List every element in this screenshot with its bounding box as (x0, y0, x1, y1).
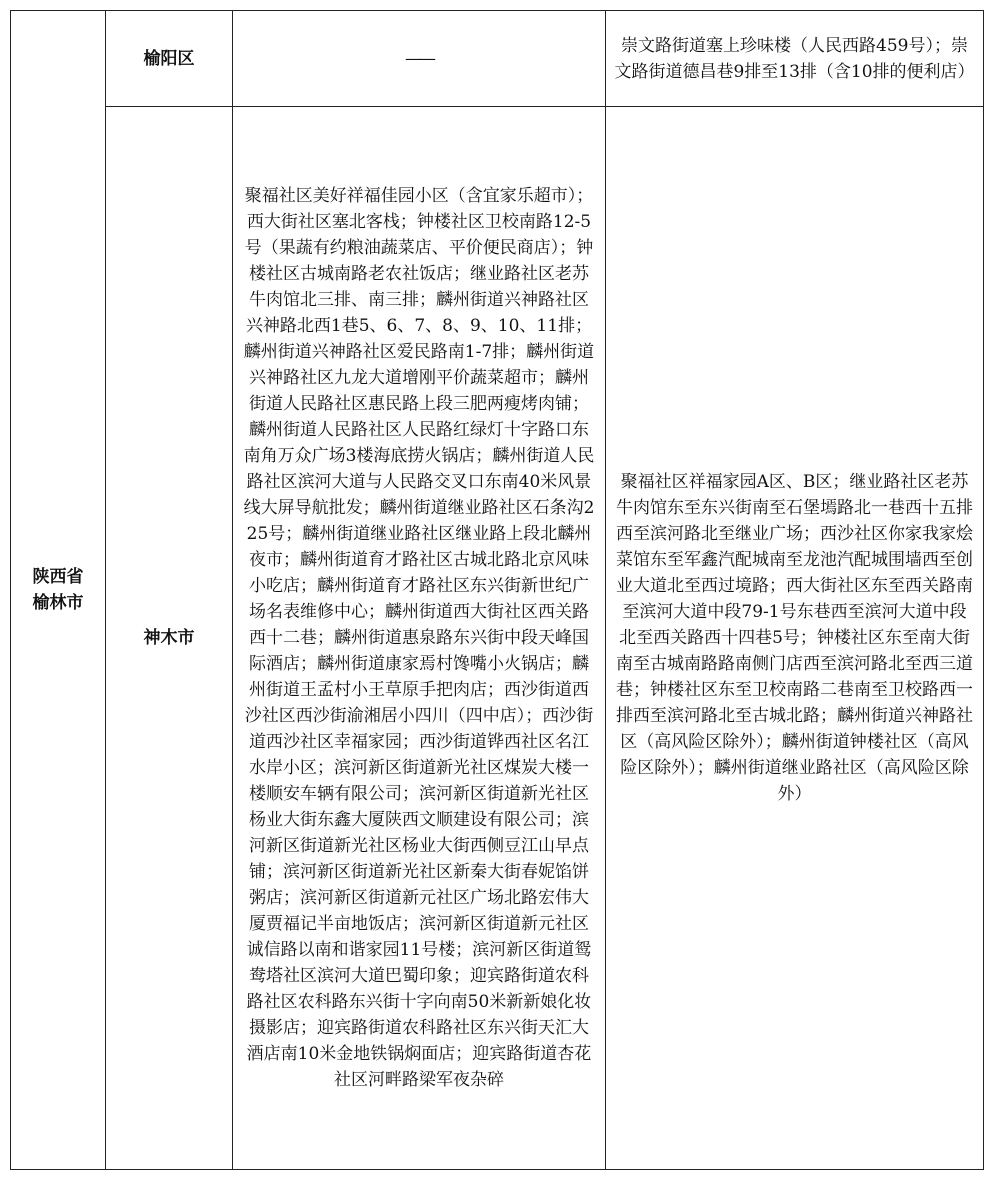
province-label: 陕西省 榆林市 (32, 567, 84, 613)
province-cell (11, 11, 106, 1170)
district-cell (106, 11, 233, 107)
district-label: 榆阳区 (143, 48, 195, 69)
high-risk-cell (233, 11, 606, 107)
medium-risk-cell (606, 11, 984, 107)
medium-risk-text: 聚福社区祥福家园A区、B区；继业路社区老苏牛肉馆东至东兴街南至石堡墕路北一巷西十五排西至滨河路北至继业广场；西沙社区你家我家烩菜馆东至军鑫汽配城南至龙池汽配城围墙西至创业大道北至西过境路；西大街社区东至西关路南至滨河大道中段79-1号东巷西至滨河大道中段北至西关路西十四巷5号；钟楼社区东至南大街南至古城南路路南侧门店西至滨河路北至西三道巷；钟楼社区东至卫校南路二巷南至卫校路西一排西至滨河路北至古城北路；麟州街道兴神路社区（高风险区除外）；麟州街道钟楼社区（高风险区除外）；麟州街道继业路社区（高风险区除外） (616, 472, 973, 804)
medium-risk-cell (606, 107, 984, 1170)
high-risk-text: —— (405, 48, 433, 69)
high-risk-text: 聚福社区美好祥福佳园小区（含宜家乐超市）；西大街社区塞北客栈；钟楼社区卫校南路12-5号（果蔬有约粮油蔬菜店、平价便民商店）；钟楼社区古城南路老农社饭店；继业路社区老苏牛肉馆北三排、南三排；麟州街道兴神路社区兴神路北西1巷5、6、7、8、9、10、11排；麟州街道兴神路社区爱民路南1-7排；麟州街道兴神路社区九龙大道增刚平价蔬菜超市；麟州街道人民路社区惠民路上段三肥两瘦烤肉铺；麟州街道人民路社区人民路红绿灯十字路口东南角万众广场3楼海底捞火锅店；麟州街道人民路社区滨河大道与人民路交叉口东南40米风景线大屏导航批发；麟州街道继业路社区石条沟225号；麟州街道继业路社区继业路上段北麟州夜市；麟州街道育才路社区古城北路北京风味小吃店；麟州街道育才路社区东兴街新世纪广场名表维修中心；麟州街道西大街社区西关路西十二巷；麟州街道惠泉路东兴街中段天峰国际酒店；麟州街道康家焉村馋嘴小火锅店；麟州街道王孟村小王草原手把肉店；西沙街道西沙社区西沙街渝湘居小四川（四中店）；西沙街道西沙社区幸福家园；西沙街道铧西社区名江水岸小区；滨河新区街道新光社区煤炭大楼一楼顺安车辆有限公司；滨河新区街道新光社区杨业大街东鑫大厦陕西文顺建设有限公司；滨河新区街道新光社区杨业大街西侧豆江山早点铺；滨河新区街道新光社区新秦大街春妮馅饼粥店；滨河新区街道新元社区广场北路宏伟大厦贾福记半亩地饭店；滨河新区街道新元社区诚信路以南和谐家园11号楼；滨河新区街道鸳鸯塔社区滨河大道巴蜀印象；迎宾路街道农科路社区农科路东兴街十字向南50米新新娘化妆摄影店；迎宾路街道农科路社区东兴街天汇大酒店南10米金地铁锅焖面店；迎宾路街道杏花社区河畔路梁军夜杂碎 (243, 186, 595, 1090)
table-row (11, 11, 984, 107)
medium-risk-text: 崇文路街道塞上珍味楼（人民西路459号）；崇文路街道德昌巷9排至13排（含10排的便利店） (614, 35, 975, 82)
district-cell (106, 107, 233, 1170)
risk-area-table (10, 10, 984, 1170)
district-label: 神木市 (143, 628, 195, 648)
high-risk-cell (233, 107, 606, 1170)
table-row (11, 107, 984, 1170)
